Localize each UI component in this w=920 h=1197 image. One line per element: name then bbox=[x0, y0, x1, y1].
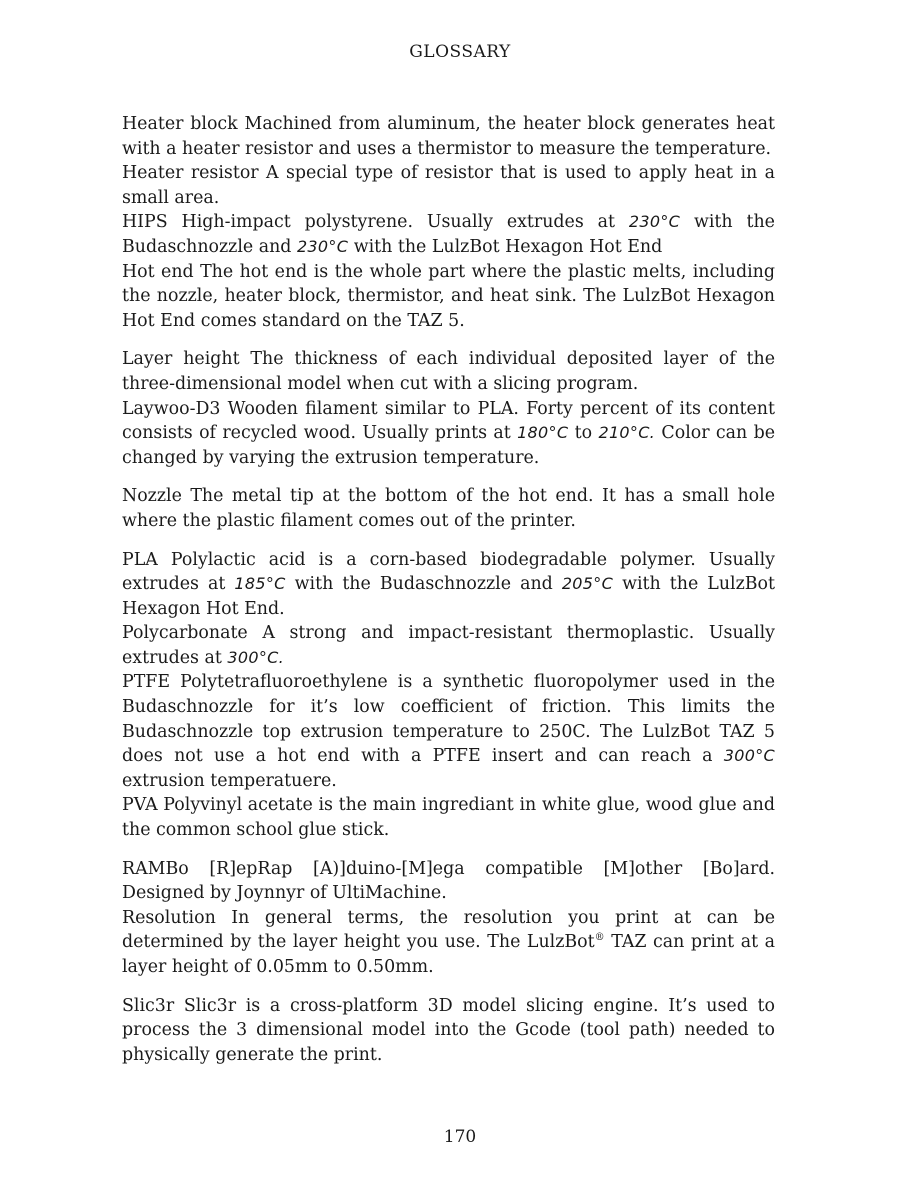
page-number: 170 bbox=[443, 1127, 477, 1147]
glossary-term: Laywoo-D3 bbox=[122, 398, 221, 419]
temperature-value: 230°C bbox=[628, 212, 681, 232]
temperature-value: 300°C. bbox=[227, 647, 284, 667]
definition-text: In general terms, the resolution you print at can be determined by the layer height you use. The LulzBot bbox=[122, 907, 775, 953]
definition-text: with the LulzBot Hexagon Hot End. bbox=[122, 574, 775, 619]
temperature-value: 180°C bbox=[517, 423, 569, 443]
definition-text: Color can be changed by varying the extrusion temperature. bbox=[122, 423, 775, 468]
glossary-entry bbox=[122, 210, 775, 259]
temperature-value: 205°C bbox=[561, 574, 614, 594]
definition-text: Wooden filament similar to PLA. Forty percent of its content consists of recycled wood. Usually prints at bbox=[122, 398, 775, 444]
temperature-value: 185°C bbox=[234, 574, 286, 594]
glossary-group bbox=[122, 484, 775, 533]
glossary-term: Nozzle bbox=[122, 486, 182, 507]
definition-text: Machined from aluminum, the heater block generates heat with a heater resistor and uses a thermistor to measure the temperature. bbox=[122, 114, 775, 159]
definition-text: extrusion temperatuere. bbox=[122, 770, 337, 791]
glossary-entry bbox=[122, 994, 775, 1068]
glossary-body bbox=[122, 112, 775, 1081]
glossary-group bbox=[122, 994, 775, 1068]
glossary-group bbox=[122, 347, 775, 470]
glossary-entry bbox=[122, 397, 775, 471]
glossary-term: Polycarbonate bbox=[122, 623, 248, 644]
definition-text: The hot end is the whole part where the plastic melts, including the nozzle, heater block, thermistor, and heat sink. The LulzBot Hexagon Hot End comes standard on the TAZ 5. bbox=[122, 261, 775, 331]
definition-text: The metal tip at the bottom of the hot end. It has a small hole where the plastic filament comes out of the printer. bbox=[122, 486, 775, 531]
glossary-entry bbox=[122, 260, 775, 334]
glossary-term: Slic3r bbox=[122, 995, 175, 1016]
glossary-entry bbox=[122, 347, 775, 396]
definition-text: Slic3r is a cross-platform 3D model slicing engine. It’s used to process the 3 dimensional model into the Gcode (tool path) needed to physically generate the print. bbox=[122, 995, 775, 1065]
definition-text: TAZ can print at a layer height of 0.05mm to 0.50mm. bbox=[122, 932, 775, 977]
definition-text: with the LulzBot Hexagon Hot End bbox=[348, 236, 663, 257]
glossary-entry bbox=[122, 670, 775, 793]
glossary-term: Resolution bbox=[122, 907, 216, 928]
glossary-entry bbox=[122, 484, 775, 533]
definition-text: A strong and impact-resistant thermoplastic. Usually extrudes at bbox=[122, 623, 775, 668]
glossary-entry bbox=[122, 621, 775, 670]
glossary-term: Layer height bbox=[122, 349, 240, 370]
temperature-value: 230°C bbox=[296, 236, 349, 256]
glossary-term: Hot end bbox=[122, 261, 194, 282]
glossary-term: PVA bbox=[122, 795, 158, 816]
page-header: GLOSSARY bbox=[409, 42, 511, 62]
glossary-term: HIPS bbox=[122, 212, 168, 233]
definition-text: The thickness of each individual deposited layer of the three-dimensional model when cut with a slicing program. bbox=[122, 349, 776, 394]
definition-text: [R]epRap [A)]duino-[M]ega compatible [M]other [Bo]ard. Designed by Joynnyr of UltiMachine. bbox=[122, 858, 775, 904]
glossary-term: Heater resistor bbox=[122, 163, 259, 184]
temperature-value: 210°C. bbox=[598, 423, 656, 443]
glossary-entry bbox=[122, 548, 775, 622]
glossary-entry bbox=[122, 161, 775, 210]
glossary-group bbox=[122, 548, 775, 843]
glossary-entry bbox=[122, 906, 775, 980]
glossary-entry bbox=[122, 857, 775, 906]
definition-text: Polytetrafluoroethylene is a synthetic fluoropolymer used in the Budaschnozzle for it’s low coefficient of friction. This limits the Budaschnozzle top extrusion temperature to 250C. The LulzBot TAZ 5 does not use a hot end with a PTFE insert and can reach a bbox=[122, 672, 775, 767]
temperature-value: 300°C bbox=[723, 746, 775, 766]
definition-text: High-impact polystyrene. Usually extrudes at bbox=[167, 212, 629, 233]
glossary-term: RAMBo bbox=[122, 858, 189, 879]
glossary-entry bbox=[122, 112, 775, 161]
definition-text: with the Budaschnozzle and bbox=[285, 574, 562, 595]
registered-mark: ® bbox=[594, 932, 605, 944]
glossary-term: PLA bbox=[122, 549, 158, 570]
glossary-group bbox=[122, 112, 775, 333]
definition-text: to bbox=[568, 423, 599, 444]
definition-text: with the Budaschnozzle and bbox=[122, 212, 775, 257]
glossary-term: PTFE bbox=[122, 672, 171, 693]
glossary-group bbox=[122, 857, 775, 980]
definition-text: A special type of resistor that is used to apply heat in a small area. bbox=[122, 163, 775, 208]
glossary-entry bbox=[122, 793, 775, 842]
definition-text: Polyvinyl acetate is the main ingrediant in white glue, wood glue and the common school glue stick. bbox=[122, 795, 775, 841]
definition-text: Polylactic acid is a corn-based biodegradable polymer. Usually extrudes at bbox=[122, 549, 775, 595]
glossary-term: Heater block bbox=[122, 114, 238, 134]
